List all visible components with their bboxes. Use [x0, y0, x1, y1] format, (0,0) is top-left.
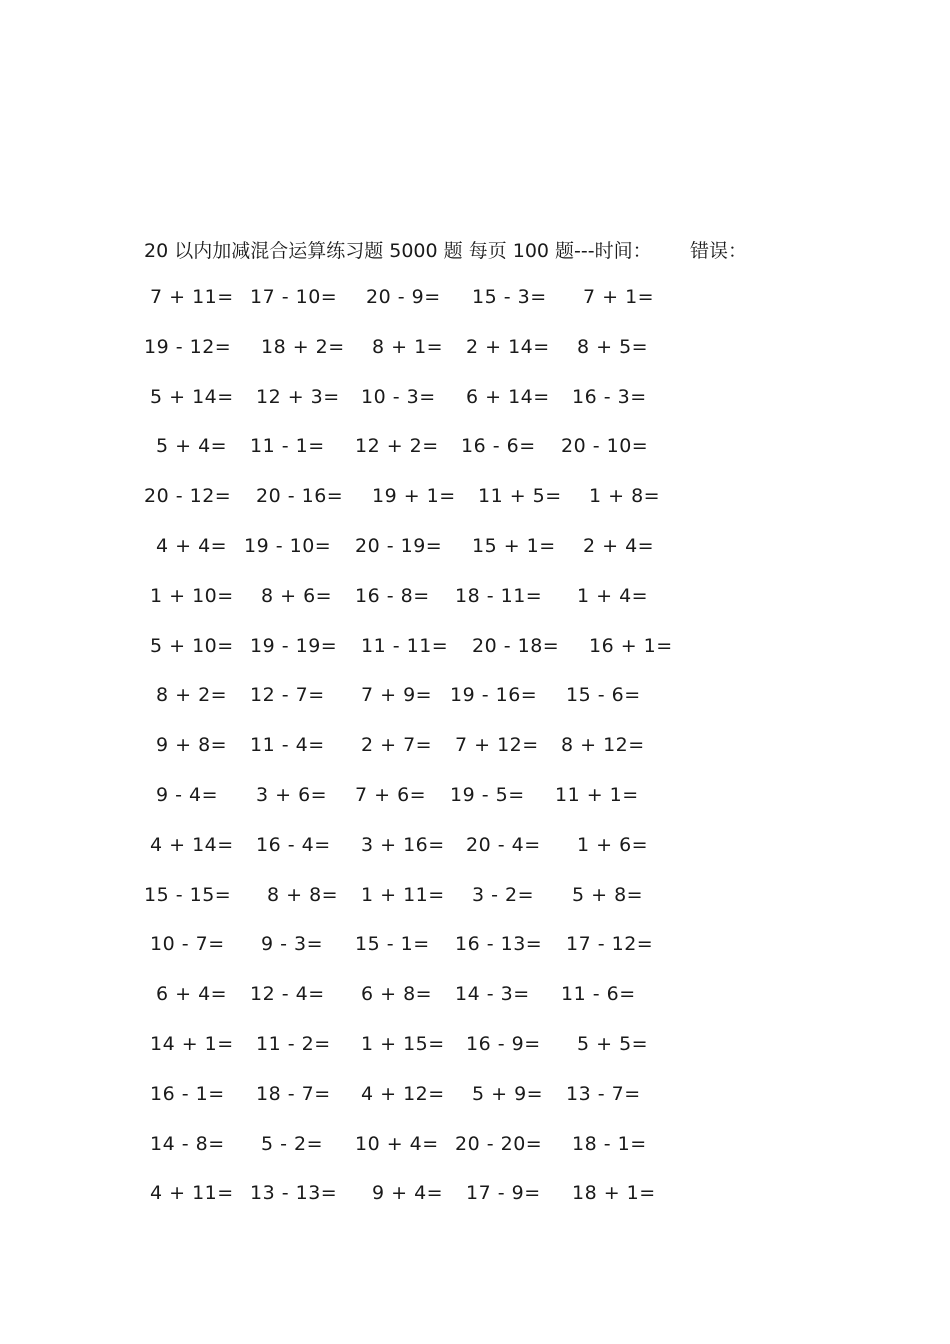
- problem-item: 10 - 3=: [361, 385, 436, 408]
- problem-item: 3 - 2=: [472, 883, 535, 906]
- problem-item: 11 - 4=: [250, 734, 325, 757]
- problem-item: 19 - 16=: [450, 684, 538, 707]
- problem-item: 16 - 4=: [256, 833, 331, 856]
- problem-item: 11 - 11=: [361, 634, 449, 657]
- problem-item: 16 - 13=: [455, 933, 543, 956]
- problem-item: 9 - 3=: [261, 933, 324, 956]
- problem-row: [0, 1182, 950, 1210]
- problem-item: 3 + 16=: [361, 833, 445, 856]
- problem-item: 3 + 6=: [256, 784, 328, 806]
- problem-item: 1 + 4=: [577, 584, 649, 607]
- problem-item: 18 - 7=: [256, 1082, 331, 1105]
- problem-item: 1 + 11=: [361, 883, 445, 906]
- problem-item: 14 + 1=: [150, 1033, 234, 1055]
- problem-row: [0, 485, 950, 513]
- problem-row: [0, 336, 950, 364]
- problem-item: 15 - 1=: [355, 933, 430, 956]
- problem-row: [0, 535, 950, 563]
- problem-item: 18 - 11=: [455, 584, 543, 607]
- problem-row: [0, 734, 950, 762]
- problem-row: [0, 1033, 950, 1061]
- problem-item: 1 + 8=: [589, 485, 661, 508]
- problem-item: 17 - 10=: [250, 286, 338, 308]
- problem-row: [0, 834, 950, 862]
- problem-item: 20 - 16=: [256, 485, 344, 508]
- problem-row: [0, 286, 950, 314]
- problem-item: 9 - 4=: [156, 784, 219, 806]
- problem-row: [0, 1083, 950, 1111]
- problem-item: 1 + 10=: [150, 584, 234, 607]
- problem-item: 8 + 12=: [561, 734, 645, 757]
- problem-item: 1 + 6=: [577, 833, 649, 856]
- problem-item: 18 + 1=: [572, 1182, 656, 1205]
- problem-item: 7 + 12=: [455, 734, 539, 757]
- problem-item: 11 - 1=: [250, 435, 325, 458]
- problem-item: 5 - 2=: [261, 1132, 324, 1155]
- errors-label: 错误：: [690, 240, 748, 262]
- problem-item: 11 - 2=: [256, 1033, 331, 1055]
- problem-item: 5 + 10=: [150, 634, 234, 657]
- problem-item: 20 - 4=: [466, 833, 541, 856]
- problem-item: 6 + 8=: [361, 983, 433, 1006]
- problem-item: 15 + 1=: [472, 535, 556, 557]
- problem-item: 2 + 14=: [466, 335, 550, 358]
- problem-item: 2 + 7=: [361, 734, 433, 757]
- problem-item: 8 + 1=: [372, 335, 444, 358]
- problem-item: 19 - 10=: [244, 535, 332, 557]
- problem-row: [0, 635, 950, 663]
- problem-item: 4 + 11=: [150, 1182, 234, 1205]
- problem-item: 6 + 4=: [156, 983, 228, 1006]
- problem-row: [0, 684, 950, 712]
- problem-item: 13 - 7=: [566, 1082, 641, 1105]
- problem-item: 13 - 13=: [250, 1182, 338, 1205]
- problem-item: 18 - 1=: [572, 1132, 647, 1155]
- problem-item: 19 + 1=: [372, 485, 456, 508]
- problem-item: 16 + 1=: [589, 634, 673, 657]
- problem-item: 7 + 6=: [355, 784, 427, 806]
- problem-row: [0, 435, 950, 463]
- problem-item: 8 + 2=: [156, 684, 228, 707]
- problem-item: 17 - 9=: [466, 1182, 541, 1205]
- problem-item: 11 - 6=: [561, 983, 636, 1006]
- problem-item: 12 + 2=: [355, 435, 439, 458]
- problem-item: 20 - 12=: [144, 485, 232, 508]
- problem-item: 9 + 4=: [372, 1182, 444, 1205]
- worksheet-title: [144, 236, 748, 263]
- problem-item: 12 - 4=: [250, 983, 325, 1006]
- problem-item: 11 + 5=: [478, 485, 562, 508]
- problem-row: [0, 1133, 950, 1161]
- problem-row: [0, 884, 950, 912]
- problem-item: 14 - 3=: [455, 983, 530, 1006]
- problem-item: 9 + 8=: [156, 734, 228, 757]
- problem-item: 15 - 15=: [144, 883, 232, 906]
- problem-item: 14 - 8=: [150, 1132, 225, 1155]
- problem-row: [0, 784, 950, 812]
- problem-item: 5 + 4=: [156, 435, 228, 458]
- problem-item: 5 + 8=: [572, 883, 644, 906]
- problem-item: 16 - 6=: [461, 435, 536, 458]
- problem-item: 11 + 1=: [555, 784, 639, 806]
- problem-item: 19 - 5=: [450, 784, 525, 806]
- problem-item: 5 + 9=: [472, 1082, 544, 1105]
- problem-item: 12 + 3=: [256, 385, 340, 408]
- problem-item: 19 - 12=: [144, 335, 232, 358]
- problem-row: [0, 933, 950, 961]
- problem-item: 7 + 9=: [361, 684, 433, 707]
- problem-item: 20 - 20=: [455, 1132, 543, 1155]
- problem-row: [0, 386, 950, 414]
- problem-item: 18 + 2=: [261, 335, 345, 358]
- problem-item: 19 - 19=: [250, 634, 338, 657]
- problem-item: 5 + 14=: [150, 385, 234, 408]
- problem-item: 20 - 10=: [561, 435, 649, 458]
- problem-item: 16 - 1=: [150, 1082, 225, 1105]
- problem-item: 1 + 15=: [361, 1033, 445, 1055]
- problem-row: [0, 585, 950, 613]
- problem-item: 12 - 7=: [250, 684, 325, 707]
- problem-item: 15 - 6=: [566, 684, 641, 707]
- problem-item: 15 - 3=: [472, 286, 547, 308]
- problem-item: 17 - 12=: [566, 933, 654, 956]
- problem-item: 16 - 8=: [355, 584, 430, 607]
- problem-item: 7 + 11=: [150, 286, 234, 308]
- problem-item: 8 + 6=: [261, 584, 333, 607]
- problem-item: 16 - 9=: [466, 1033, 541, 1055]
- problem-item: 8 + 8=: [267, 883, 339, 906]
- problem-item: 4 + 12=: [361, 1082, 445, 1105]
- problem-item: 5 + 5=: [577, 1033, 649, 1055]
- problem-item: 4 + 14=: [150, 833, 234, 856]
- problem-item: 20 - 19=: [355, 535, 443, 557]
- problem-item: 8 + 5=: [577, 335, 649, 358]
- problem-item: 2 + 4=: [583, 535, 655, 557]
- problem-item: 10 + 4=: [355, 1132, 439, 1155]
- problem-item: 16 - 3=: [572, 385, 647, 408]
- problem-item: 6 + 14=: [466, 385, 550, 408]
- problem-item: 10 - 7=: [150, 933, 225, 956]
- title-text: 20 以内加减混合运算练习题 5000 题 每页 100 题---时间：: [144, 240, 652, 262]
- problem-item: 4 + 4=: [156, 535, 228, 557]
- problem-item: 7 + 1=: [583, 286, 655, 308]
- problem-row: [0, 983, 950, 1011]
- problem-item: 20 - 9=: [366, 286, 441, 308]
- problem-item: 20 - 18=: [472, 634, 560, 657]
